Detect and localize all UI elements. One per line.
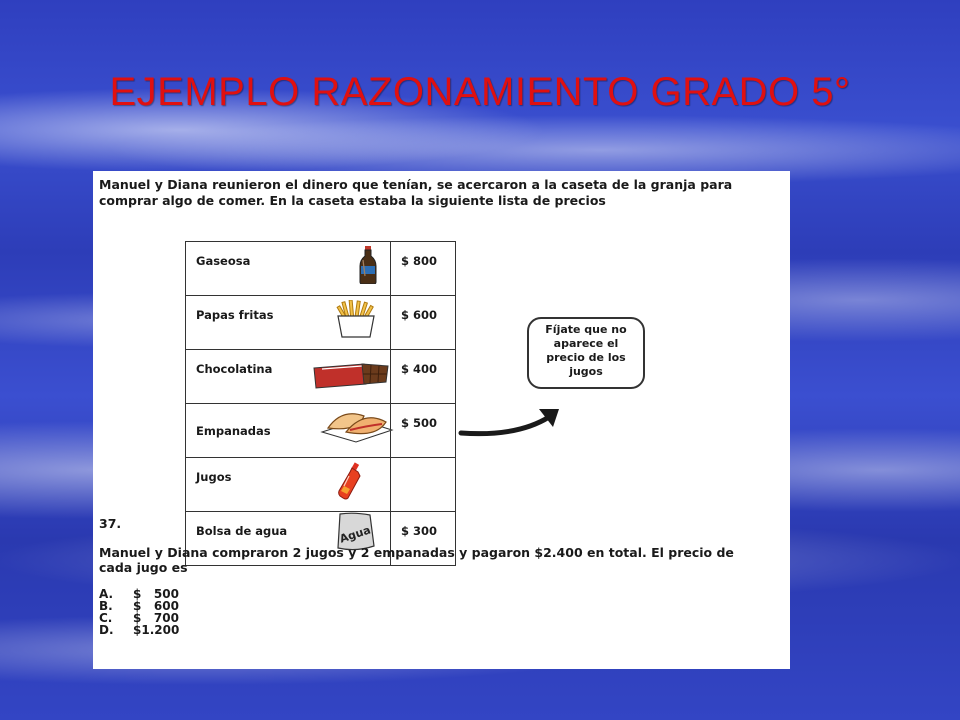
item-name: Jugos [196, 470, 232, 484]
option-d[interactable] [99, 624, 179, 636]
bubble-line: Fíjate que no [545, 323, 627, 336]
item-name: Papas fritas [196, 308, 274, 322]
item-cell [186, 458, 391, 512]
option-letter: C. [99, 611, 113, 625]
option-value: $1.200 [133, 623, 180, 637]
table-row [186, 242, 456, 296]
chocolate-bar-icon [308, 354, 392, 390]
item-cell [186, 296, 391, 350]
price-cell: $ 800 [391, 242, 456, 296]
water-bag-label: Agua [338, 523, 373, 546]
question-text: Manuel y Diana compraron 2 jugos y 2 empanadas y pagaron $2.400 en total. El precio de cada jugo es [99, 545, 734, 575]
hint-bubble [527, 317, 645, 389]
exam-document [93, 171, 790, 669]
table-row [186, 404, 456, 458]
option-value: $ 500 [133, 587, 179, 601]
item-cell [186, 404, 391, 458]
bubble-line: aparece el [553, 337, 619, 350]
french-fries-icon [334, 300, 378, 338]
price-cell [391, 458, 456, 512]
option-letter: B. [99, 599, 113, 613]
intro-text: Manuel y Diana reunieron el dinero que tenían, se acercaron a la caseta de la granja para comprar algo de comer. En la caseta estaba la siguiente lista de precios [99, 177, 733, 208]
soda-bottle-icon [358, 246, 378, 284]
price-table [185, 241, 456, 566]
question-number: 37. [99, 516, 122, 531]
item-name: Bolsa de agua [196, 524, 288, 538]
option-value: $ 600 [133, 599, 179, 613]
bubble-line: precio de los [546, 351, 626, 364]
table-row [186, 458, 456, 512]
item-cell [186, 350, 391, 404]
empanadas-icon [320, 406, 394, 444]
price-cell: $ 300 [391, 512, 456, 566]
price-cell: $ 600 [391, 296, 456, 350]
item-name: Chocolatina [196, 362, 273, 376]
item-name: Gaseosa [196, 254, 251, 268]
slide-title: EJEMPLO RAZONAMIENTO GRADO 5° [109, 70, 851, 114]
answer-options [99, 588, 179, 636]
price-cell: $ 400 [391, 350, 456, 404]
price-cell: $ 500 [391, 404, 456, 458]
table-row [186, 296, 456, 350]
bubble-line: jugos [569, 365, 603, 378]
juice-bottle-icon [336, 462, 366, 500]
option-letter: D. [99, 623, 114, 637]
option-letter: A. [99, 587, 114, 601]
item-cell [186, 242, 391, 296]
option-value: $ 700 [133, 611, 179, 625]
curved-arrow-icon [457, 403, 567, 443]
item-name: Empanadas [196, 424, 271, 438]
table-row [186, 350, 456, 404]
